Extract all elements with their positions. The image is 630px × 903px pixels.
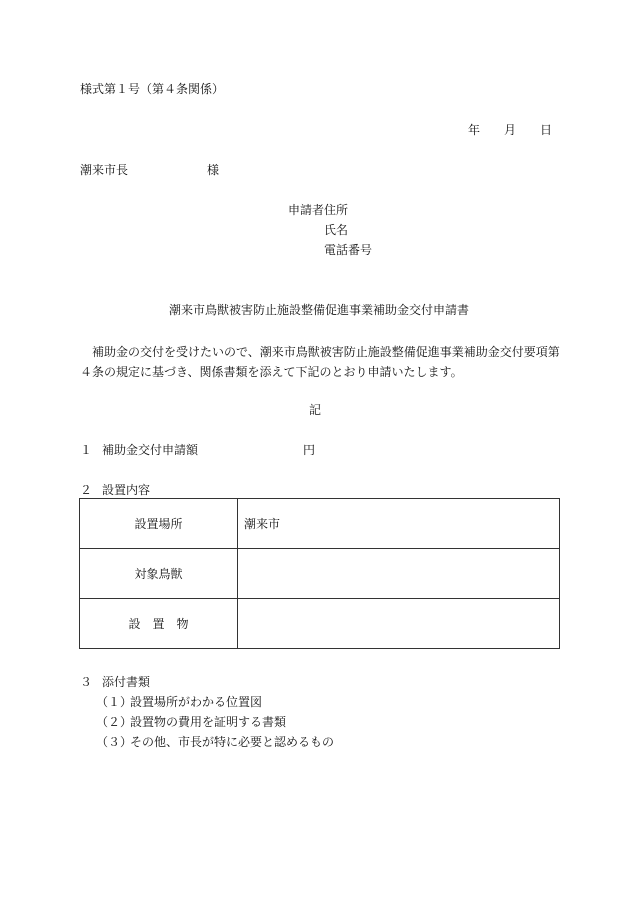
attachment-number: （２） (96, 715, 133, 729)
attachment-number: （３） (96, 735, 133, 749)
attachment-text: 設置場所がわかる位置図 (130, 695, 263, 709)
item3-number: ３ (80, 675, 93, 689)
date-month: 月 (504, 123, 517, 137)
ki-heading: 記 (309, 403, 322, 417)
attachment-number: （１） (96, 695, 133, 709)
table-row (80, 599, 560, 649)
table-row (80, 499, 560, 549)
date-day: 日 (540, 123, 553, 137)
applicant-phone-label: 電話番号 (324, 243, 373, 257)
item1-unit: 円 (303, 443, 316, 457)
table-value-location: 潮来市 (238, 499, 560, 549)
form-number: 様式第１号（第４条関係） (80, 82, 225, 96)
table-value-installed-item (238, 599, 560, 649)
applicant-address-label: 申請者住所 (288, 203, 349, 217)
item3-label: 添付書類 (102, 675, 151, 689)
table-label-installed-item: 設 置 物 (80, 599, 238, 649)
table-row (80, 549, 560, 599)
item1-label: 補助金交付申請額 (102, 443, 199, 457)
addressee-honorific: 様 (207, 163, 220, 177)
date-year: 年 (468, 123, 481, 137)
addressee (80, 163, 220, 177)
addressee-name: 潮来市長 (80, 163, 129, 177)
body-paragraph: 補助金の交付を受けたいので、潮来市鳥獣被害防止施設整備促進事業補助金交付要項第４条の規定に基づき、関係書類を添えて下記のとおり申請いたします。 (80, 345, 560, 379)
table-value-target (238, 549, 560, 599)
attachment-item (96, 715, 286, 729)
attachment-text: 設置物の費用を証明する書類 (130, 715, 287, 729)
date-line (468, 123, 552, 137)
item1-number: １ (80, 443, 93, 457)
table-label-target: 対象鳥獣 (80, 549, 238, 599)
installation-table (79, 498, 560, 649)
attachment-text: その他、市長が特に必要と認めるもの (130, 735, 335, 749)
item2-label: 設置内容 (102, 483, 151, 497)
item-application-amount (80, 443, 316, 457)
item-attachments (80, 675, 150, 689)
item2-number: ２ (80, 483, 93, 497)
item-installation-content (80, 483, 150, 497)
attachment-item (96, 695, 262, 709)
attachment-item (96, 735, 334, 749)
applicant-name-label: 氏名 (324, 223, 349, 237)
table-label-location: 設置場所 (80, 499, 238, 549)
document-title: 潮来市鳥獣被害防止施設整備促進事業補助金交付申請書 (169, 303, 470, 317)
